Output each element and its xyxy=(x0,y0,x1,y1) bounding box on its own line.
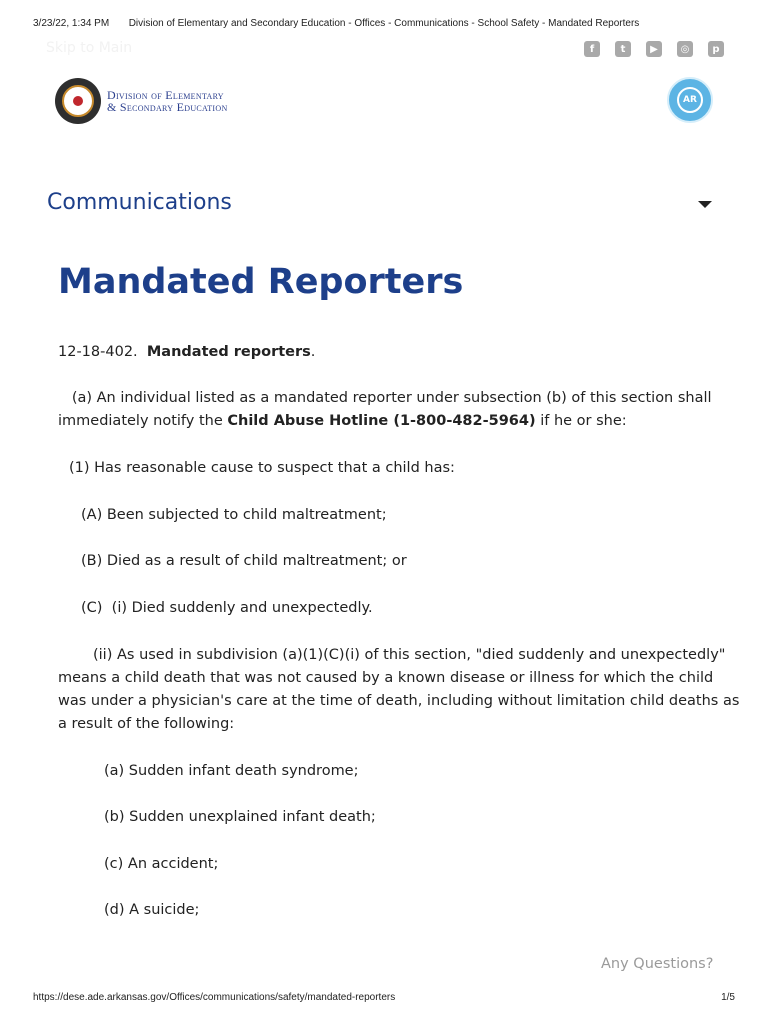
item-A: (A) Been subjected to child maltreatment; xyxy=(81,507,387,523)
instagram-icon[interactable]: ◎ xyxy=(677,41,693,57)
print-datetime: 3/23/22, 1:34 PM xyxy=(33,18,110,29)
pinterest-icon[interactable]: p xyxy=(708,41,724,57)
logo-line-2: & Secondary Education xyxy=(107,100,228,114)
para-ii-line-1: (ii) As used in subdivision (a)(1)(C)(i) of this section, "died suddenly and unexpectedly" xyxy=(93,647,726,663)
ar-badge-label: AR xyxy=(677,87,703,113)
twitter-icon[interactable]: t xyxy=(615,41,631,57)
social-links xyxy=(584,41,724,57)
sub-item-d: (d) A suicide; xyxy=(104,902,200,918)
item-B: (B) Died as a result of child maltreatment; or xyxy=(81,553,407,569)
sub-item-c: (c) An accident; xyxy=(104,856,219,872)
skip-to-main-link[interactable]: Skip to Main xyxy=(46,40,133,56)
any-questions-link[interactable]: Any Questions? xyxy=(601,956,714,972)
sub-item-b: (b) Sudden unexplained infant death; xyxy=(104,809,376,825)
statute-number: 12-18-402. xyxy=(58,344,147,360)
arkansas-badge-icon[interactable] xyxy=(667,77,713,123)
dese-seal-icon xyxy=(55,78,101,124)
para-a-post: if he or she: xyxy=(535,413,627,429)
print-page-number: 1/5 xyxy=(721,992,735,1003)
dese-logo[interactable] xyxy=(55,76,275,126)
hotline-number: Child Abuse Hotline (1-800-482-5964) xyxy=(227,413,536,429)
para-a-pre: immediately notify the xyxy=(58,413,228,429)
print-url: https://dese.ade.arkansas.gov/Offices/communications/safety/mandated-reporters xyxy=(33,992,396,1003)
item-C: (C) (i) Died suddenly and unexpectedly. xyxy=(81,600,373,616)
statute-end: . xyxy=(310,344,316,360)
section-title[interactable]: Communications xyxy=(47,190,232,215)
statute-title: Mandated reporters xyxy=(146,344,311,360)
para-ii-line-3: was under a physician's care at the time of death, including without limitation child deaths as xyxy=(58,693,740,709)
page-title: Mandated Reporters xyxy=(58,262,464,302)
para-ii-line-2: means a child death that was not caused by a known disease or illness for which the child xyxy=(58,670,714,686)
para-ii-line-4: a result of the following: xyxy=(58,716,235,732)
para-a-line-1: (a) An individual listed as a mandated reporter under subsection (b) of this section shall xyxy=(58,390,712,406)
facebook-icon[interactable]: f xyxy=(584,41,600,57)
para-a-line-2 xyxy=(58,410,627,433)
sub-item-a: (a) Sudden infant death syndrome; xyxy=(104,763,359,779)
item-1: (1) Has reasonable cause to suspect that a child has: xyxy=(69,460,455,476)
caret-down-icon[interactable] xyxy=(698,201,712,208)
youtube-icon[interactable]: ▶ xyxy=(646,41,662,57)
statute-heading xyxy=(58,341,315,364)
print-page-title: Division of Elementary and Secondary Education - Offices - Communications - School Safety - Mandated Reporters xyxy=(128,18,640,29)
logo-line-1: Division of Elementary xyxy=(107,88,224,102)
